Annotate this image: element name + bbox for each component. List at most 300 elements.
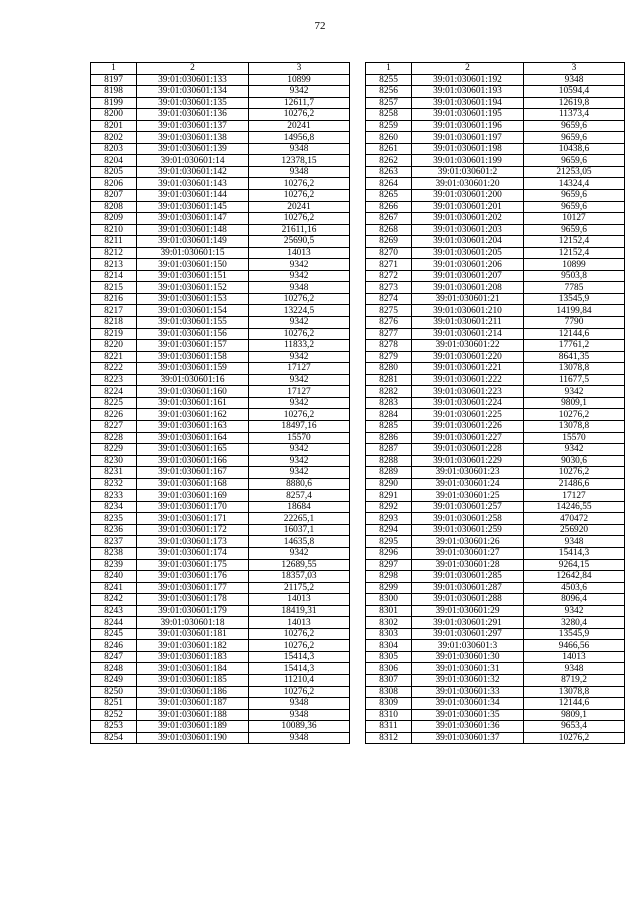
cell-cadastral-number: 39:01:030601:190	[137, 732, 249, 744]
table-row	[91, 594, 350, 606]
table-row	[366, 363, 625, 375]
cell-number: 8271	[366, 259, 412, 271]
table-row	[91, 467, 350, 479]
cell-cadastral-number: 39:01:030601:164	[137, 432, 249, 444]
cell-number: 8212	[91, 247, 137, 259]
cell-number: 8204	[91, 155, 137, 167]
cell-value: 9264,15	[524, 559, 625, 571]
table-row	[366, 386, 625, 398]
cell-value: 10899	[524, 259, 625, 271]
table-row	[366, 201, 625, 213]
cell-cadastral-number: 39:01:030601:297	[412, 628, 524, 640]
cell-value: 10276,2	[249, 213, 350, 225]
cell-number: 8277	[366, 328, 412, 340]
cell-cadastral-number: 39:01:030601:155	[137, 317, 249, 329]
table-row	[366, 247, 625, 259]
cell-value: 9659,6	[524, 132, 625, 144]
cell-number: 8298	[366, 571, 412, 583]
table-row	[366, 582, 625, 594]
cell-value: 7785	[524, 282, 625, 294]
cell-number: 8205	[91, 166, 137, 178]
table-row	[91, 409, 350, 421]
cell-cadastral-number: 39:01:030601:31	[412, 663, 524, 675]
cell-value: 11210,4	[249, 674, 350, 686]
cell-value: 10089,36	[249, 721, 350, 733]
cell-cadastral-number: 39:01:030601:179	[137, 605, 249, 617]
cell-value: 12642,84	[524, 571, 625, 583]
cell-cadastral-number: 39:01:030601:152	[137, 282, 249, 294]
cell-value: 10276,2	[249, 640, 350, 652]
cell-value: 9653,4	[524, 721, 625, 733]
cell-value: 17127	[524, 490, 625, 502]
table-row	[366, 478, 625, 490]
cell-number: 8280	[366, 363, 412, 375]
cell-cadastral-number: 39:01:030601:133	[137, 74, 249, 86]
table-row	[91, 166, 350, 178]
cell-cadastral-number: 39:01:030601:214	[412, 328, 524, 340]
table-header-row	[91, 63, 350, 75]
cell-value: 11373,4	[524, 109, 625, 121]
table-row	[91, 524, 350, 536]
cell-cadastral-number: 39:01:030601:33	[412, 686, 524, 698]
table-row	[366, 709, 625, 721]
cell-cadastral-number: 39:01:030601:171	[137, 513, 249, 525]
cell-number: 8209	[91, 213, 137, 225]
cell-number: 8285	[366, 420, 412, 432]
cell-number: 8232	[91, 478, 137, 490]
cell-value: 13078,8	[524, 363, 625, 375]
cell-cadastral-number: 39:01:030601:220	[412, 351, 524, 363]
cell-number: 8229	[91, 444, 137, 456]
cell-number: 8279	[366, 351, 412, 363]
table-row	[366, 86, 625, 98]
table-row	[366, 674, 625, 686]
cell-number: 8286	[366, 432, 412, 444]
cell-cadastral-number: 39:01:030601:21	[412, 293, 524, 305]
cell-cadastral-number: 39:01:030601:20	[412, 178, 524, 190]
cell-number: 8201	[91, 120, 137, 132]
cell-value: 17127	[249, 363, 350, 375]
table-row	[91, 420, 350, 432]
table-row	[366, 293, 625, 305]
table-row	[366, 571, 625, 583]
cell-number: 8239	[91, 559, 137, 571]
cell-number: 8203	[91, 143, 137, 155]
cell-cadastral-number: 39:01:030601:158	[137, 351, 249, 363]
cell-cadastral-number: 39:01:030601:170	[137, 501, 249, 513]
cell-number: 8276	[366, 317, 412, 329]
table-row	[366, 559, 625, 571]
cell-number: 8259	[366, 120, 412, 132]
cell-value: 9342	[249, 547, 350, 559]
table-row	[91, 74, 350, 86]
table-row	[91, 513, 350, 525]
table-row	[366, 501, 625, 513]
cell-cadastral-number: 39:01:030601:149	[137, 236, 249, 248]
cell-cadastral-number: 39:01:030601:229	[412, 455, 524, 467]
table-row	[91, 155, 350, 167]
table-row	[366, 190, 625, 202]
cell-cadastral-number: 39:01:030601:144	[137, 190, 249, 202]
cell-value: 9030,6	[524, 455, 625, 467]
cell-value: 21486,6	[524, 478, 625, 490]
table-row	[366, 732, 625, 744]
table-row	[91, 363, 350, 375]
cell-number: 8263	[366, 166, 412, 178]
cell-value: 25690,5	[249, 236, 350, 248]
cell-value: 7790	[524, 317, 625, 329]
cell-value: 15414,3	[249, 651, 350, 663]
cell-number: 8258	[366, 109, 412, 121]
cell-value: 13545,9	[524, 293, 625, 305]
cell-cadastral-number: 39:01:030601:148	[137, 224, 249, 236]
cell-cadastral-number: 39:01:030601:138	[137, 132, 249, 144]
table-row	[366, 178, 625, 190]
table-row	[366, 628, 625, 640]
cell-cadastral-number: 39:01:030601:139	[137, 143, 249, 155]
table-row	[91, 178, 350, 190]
cell-value: 9348	[249, 282, 350, 294]
table-row	[91, 651, 350, 663]
cell-cadastral-number: 39:01:030601:201	[412, 201, 524, 213]
table-row	[366, 155, 625, 167]
table-row	[366, 432, 625, 444]
cell-value: 13224,5	[249, 305, 350, 317]
cell-value: 470472	[524, 513, 625, 525]
cell-value: 8719,2	[524, 674, 625, 686]
table-row	[91, 732, 350, 744]
cell-cadastral-number: 39:01:030601:193	[412, 86, 524, 98]
cell-cadastral-number: 39:01:030601:257	[412, 501, 524, 513]
table-row	[91, 97, 350, 109]
cell-cadastral-number: 39:01:030601:223	[412, 386, 524, 398]
cell-value: 9342	[249, 444, 350, 456]
cell-number: 8228	[91, 432, 137, 444]
table-row	[91, 617, 350, 629]
cell-cadastral-number: 39:01:030601:18	[137, 617, 249, 629]
cell-cadastral-number: 39:01:030601:173	[137, 536, 249, 548]
table-row	[91, 270, 350, 282]
cell-number: 8269	[366, 236, 412, 248]
cell-value: 12378,15	[249, 155, 350, 167]
cell-value: 14246,55	[524, 501, 625, 513]
table-row	[91, 605, 350, 617]
table-row	[91, 190, 350, 202]
table-row	[91, 571, 350, 583]
table-row	[366, 120, 625, 132]
cell-cadastral-number: 39:01:030601:135	[137, 97, 249, 109]
cell-number: 8250	[91, 686, 137, 698]
cell-cadastral-number: 39:01:030601:225	[412, 409, 524, 421]
cell-number: 8254	[91, 732, 137, 744]
cell-number: 8237	[91, 536, 137, 548]
table-row	[91, 86, 350, 98]
cell-number: 8293	[366, 513, 412, 525]
cell-number: 8246	[91, 640, 137, 652]
cell-value: 14956,8	[249, 132, 350, 144]
cell-value: 14635,8	[249, 536, 350, 548]
table-row	[91, 236, 350, 248]
cell-value: 10276,2	[249, 328, 350, 340]
cell-number: 8224	[91, 386, 137, 398]
cell-number: 8214	[91, 270, 137, 282]
table-row	[366, 340, 625, 352]
cell-value: 18497,16	[249, 420, 350, 432]
cell-cadastral-number: 39:01:030601:194	[412, 97, 524, 109]
cell-number: 8245	[91, 628, 137, 640]
table-row	[366, 97, 625, 109]
cell-cadastral-number: 39:01:030601:24	[412, 478, 524, 490]
cell-cadastral-number: 39:01:030601:37	[412, 732, 524, 744]
cell-cadastral-number: 39:01:030601:25	[412, 490, 524, 502]
cell-value: 14013	[249, 617, 350, 629]
cell-value: 9342	[249, 86, 350, 98]
cell-cadastral-number: 39:01:030601:258	[412, 513, 524, 525]
cell-value: 9348	[249, 143, 350, 155]
cell-value: 9342	[249, 397, 350, 409]
cell-cadastral-number: 39:01:030601:35	[412, 709, 524, 721]
cell-number: 8266	[366, 201, 412, 213]
cell-value: 10276,2	[249, 190, 350, 202]
cell-cadastral-number: 39:01:030601:177	[137, 582, 249, 594]
table-row	[366, 547, 625, 559]
cell-value: 13078,8	[524, 420, 625, 432]
cell-cadastral-number: 39:01:030601:23	[412, 467, 524, 479]
cell-cadastral-number: 39:01:030601:169	[137, 490, 249, 502]
cell-cadastral-number: 39:01:030601:291	[412, 617, 524, 629]
cell-number: 8283	[366, 397, 412, 409]
cell-number: 8210	[91, 224, 137, 236]
cell-cadastral-number: 39:01:030601:221	[412, 363, 524, 375]
cell-value: 9342	[249, 467, 350, 479]
cell-value: 9348	[249, 166, 350, 178]
cell-number: 8260	[366, 132, 412, 144]
cell-number: 8288	[366, 455, 412, 467]
cell-value: 10899	[249, 74, 350, 86]
cell-value: 10276,2	[524, 732, 625, 744]
cell-number: 8295	[366, 536, 412, 548]
table-row	[366, 513, 625, 525]
data-table-right	[365, 62, 625, 744]
cell-number: 8296	[366, 547, 412, 559]
cell-cadastral-number: 39:01:030601:36	[412, 721, 524, 733]
table-row	[366, 721, 625, 733]
table-row	[366, 420, 625, 432]
cell-number: 8251	[91, 698, 137, 710]
cell-cadastral-number: 39:01:030601:153	[137, 293, 249, 305]
cell-value: 9659,6	[524, 224, 625, 236]
cell-number: 8267	[366, 213, 412, 225]
cell-cadastral-number: 39:01:030601:166	[137, 455, 249, 467]
cell-number: 8236	[91, 524, 137, 536]
cell-number: 8226	[91, 409, 137, 421]
column-header-value: 3	[524, 63, 625, 75]
table-row	[366, 617, 625, 629]
table-row	[366, 305, 625, 317]
cell-value: 12152,4	[524, 236, 625, 248]
cell-cadastral-number: 39:01:030601:184	[137, 663, 249, 675]
table-row	[91, 501, 350, 513]
table-row	[366, 444, 625, 456]
table-row	[91, 120, 350, 132]
table-row	[91, 478, 350, 490]
cell-value: 10276,2	[249, 628, 350, 640]
cell-number: 8306	[366, 663, 412, 675]
cell-value: 8880,6	[249, 478, 350, 490]
cell-number: 8230	[91, 455, 137, 467]
cell-cadastral-number: 39:01:030601:204	[412, 236, 524, 248]
cell-value: 20241	[249, 120, 350, 132]
cell-number: 8268	[366, 224, 412, 236]
cell-value: 9342	[524, 444, 625, 456]
cell-cadastral-number: 39:01:030601:15	[137, 247, 249, 259]
cell-value: 256920	[524, 524, 625, 536]
cell-cadastral-number: 39:01:030601:195	[412, 109, 524, 121]
cell-number: 8233	[91, 490, 137, 502]
cell-number: 8278	[366, 340, 412, 352]
cell-cadastral-number: 39:01:030601:202	[412, 213, 524, 225]
table-row	[91, 432, 350, 444]
table-row	[366, 259, 625, 271]
cell-cadastral-number: 39:01:030601:134	[137, 86, 249, 98]
cell-cadastral-number: 39:01:030601:200	[412, 190, 524, 202]
column-header-number: 1	[366, 63, 412, 75]
cell-number: 8289	[366, 467, 412, 479]
table-row	[366, 490, 625, 502]
cell-value: 10276,2	[524, 409, 625, 421]
cell-value: 13078,8	[524, 686, 625, 698]
cell-number: 8297	[366, 559, 412, 571]
cell-number: 8248	[91, 663, 137, 675]
cell-cadastral-number: 39:01:030601:199	[412, 155, 524, 167]
cell-cadastral-number: 39:01:030601:167	[137, 467, 249, 479]
table-row	[91, 628, 350, 640]
cell-value: 14013	[249, 594, 350, 606]
cell-number: 8227	[91, 420, 137, 432]
table-row	[91, 709, 350, 721]
cell-cadastral-number: 39:01:030601:34	[412, 698, 524, 710]
cell-value: 10276,2	[249, 293, 350, 305]
cell-value: 13545,9	[524, 628, 625, 640]
table-row	[91, 640, 350, 652]
cell-number: 8294	[366, 524, 412, 536]
table-row	[366, 594, 625, 606]
cell-value: 10276,2	[249, 109, 350, 121]
cell-value: 12144,6	[524, 698, 625, 710]
cell-value: 9659,6	[524, 120, 625, 132]
cell-number: 8284	[366, 409, 412, 421]
cell-value: 9342	[249, 259, 350, 271]
cell-number: 8200	[91, 109, 137, 121]
table-row	[91, 305, 350, 317]
cell-value: 22265,1	[249, 513, 350, 525]
cell-cadastral-number: 39:01:030601:145	[137, 201, 249, 213]
cell-cadastral-number: 39:01:030601:185	[137, 674, 249, 686]
table-row	[91, 698, 350, 710]
cell-value: 9809,1	[524, 397, 625, 409]
table-row	[91, 224, 350, 236]
cell-cadastral-number: 39:01:030601:14	[137, 155, 249, 167]
cell-cadastral-number: 39:01:030601:161	[137, 397, 249, 409]
table-row	[91, 490, 350, 502]
cell-cadastral-number: 39:01:030601:203	[412, 224, 524, 236]
table-row	[91, 374, 350, 386]
cell-number: 8272	[366, 270, 412, 282]
page-number: 72	[314, 20, 326, 32]
cell-cadastral-number: 39:01:030601:197	[412, 132, 524, 144]
cell-number: 8211	[91, 236, 137, 248]
column-header-cadastral: 2	[412, 63, 524, 75]
table-row	[366, 536, 625, 548]
cell-number: 8274	[366, 293, 412, 305]
cell-value: 12144,6	[524, 328, 625, 340]
cell-cadastral-number: 39:01:030601:136	[137, 109, 249, 121]
table-row	[91, 721, 350, 733]
cell-value: 9342	[249, 374, 350, 386]
cell-value: 11677,5	[524, 374, 625, 386]
cell-cadastral-number: 39:01:030601:228	[412, 444, 524, 456]
cell-number: 8301	[366, 605, 412, 617]
cell-cadastral-number: 39:01:030601:137	[137, 120, 249, 132]
cell-cadastral-number: 39:01:030601:288	[412, 594, 524, 606]
cell-cadastral-number: 39:01:030601:224	[412, 397, 524, 409]
cell-value: 14013	[249, 247, 350, 259]
cell-cadastral-number: 39:01:030601:30	[412, 651, 524, 663]
table-row	[366, 224, 625, 236]
column-header-value: 3	[249, 63, 350, 75]
cell-value: 9659,6	[524, 201, 625, 213]
cell-cadastral-number: 39:01:030601:181	[137, 628, 249, 640]
cell-cadastral-number: 39:01:030601:192	[412, 74, 524, 86]
cell-value: 21253,05	[524, 166, 625, 178]
cell-number: 8310	[366, 709, 412, 721]
cell-value: 9659,6	[524, 155, 625, 167]
cell-cadastral-number: 39:01:030601:142	[137, 166, 249, 178]
cell-cadastral-number: 39:01:030601:189	[137, 721, 249, 733]
cell-number: 8206	[91, 178, 137, 190]
table-row	[366, 166, 625, 178]
cell-value: 20241	[249, 201, 350, 213]
table-row	[366, 236, 625, 248]
table-row	[366, 605, 625, 617]
cell-number: 8281	[366, 374, 412, 386]
table-row	[91, 340, 350, 352]
cell-number: 8291	[366, 490, 412, 502]
cell-number: 8197	[91, 74, 137, 86]
table-row	[91, 559, 350, 571]
cell-value: 9348	[249, 709, 350, 721]
cell-cadastral-number: 39:01:030601:187	[137, 698, 249, 710]
cell-number: 8290	[366, 478, 412, 490]
cell-cadastral-number: 39:01:030601:176	[137, 571, 249, 583]
cell-number: 8311	[366, 721, 412, 733]
cell-cadastral-number: 39:01:030601:147	[137, 213, 249, 225]
table-row	[91, 143, 350, 155]
table-row	[91, 328, 350, 340]
cell-number: 8202	[91, 132, 137, 144]
cell-number: 8198	[91, 86, 137, 98]
cell-number: 8308	[366, 686, 412, 698]
table-row	[91, 293, 350, 305]
cell-value: 15414,3	[249, 663, 350, 675]
cell-cadastral-number: 39:01:030601:32	[412, 674, 524, 686]
table-row	[91, 259, 350, 271]
cell-cadastral-number: 39:01:030601:174	[137, 547, 249, 559]
table-row	[91, 386, 350, 398]
cell-number: 8249	[91, 674, 137, 686]
cell-number: 8292	[366, 501, 412, 513]
cell-value: 9348	[249, 732, 350, 744]
